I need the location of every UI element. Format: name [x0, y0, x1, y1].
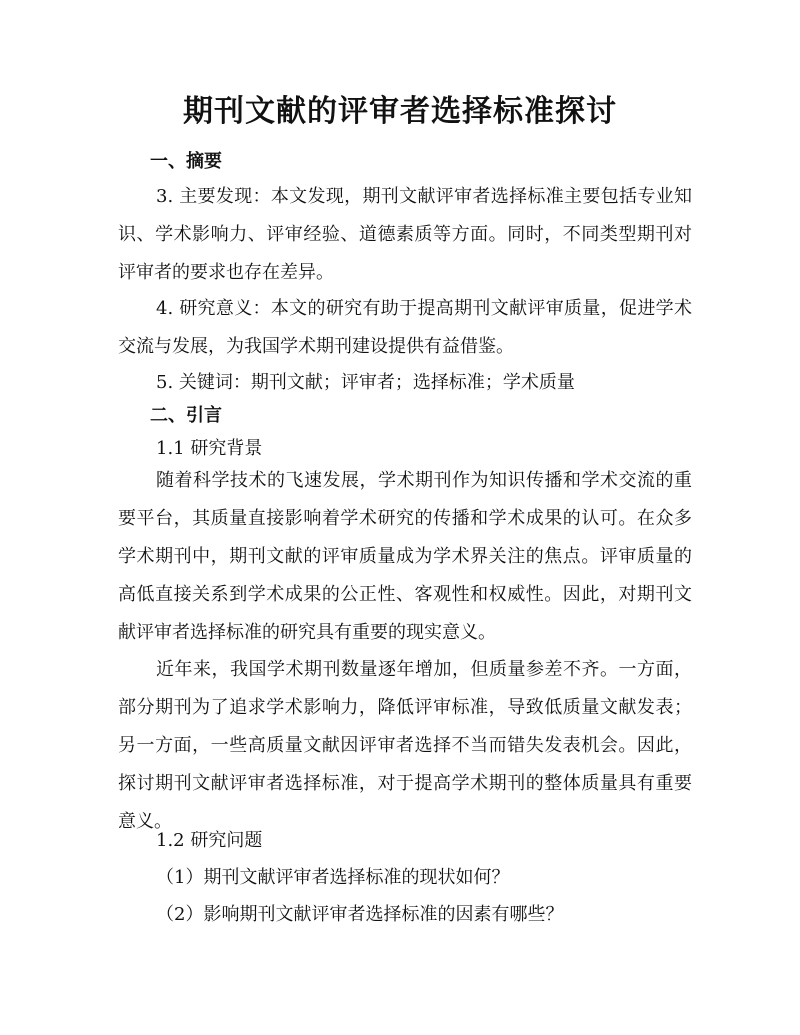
- abstract-heading: 一、摘要: [150, 151, 222, 172]
- research-question-1: （1）期刊文献评审者选择标准的现状如何？: [156, 867, 510, 888]
- intro-heading: 二、引言: [150, 405, 222, 426]
- subsection-1-2: 1.2 研究问题: [156, 830, 263, 851]
- abstract-paragraph-3: 3. 主要发现：本文发现，期刊文献评审者选择标准主要包括专业知识、学术影响力、评审经验、道德素质等方面。同时，不同类型期刊对评审者的要求也存在差异。: [118, 186, 692, 283]
- intro-paragraph-2: 近年来，我国学术期刊数量逐年增加，但质量参差不齐。一方面，部分期刊为了追求学术影响力，降低评审标准，导致低质量文献发表；另一方面，一些高质量文献因评审者选择不当而错失发表机会。因此，探讨期刊文献评审者选择标准，对于提高学术期刊的整体质量具有重要意义。: [118, 659, 692, 832]
- abstract-keywords: 5. 关键词：期刊文献；评审者；选择标准；学术质量: [156, 372, 575, 393]
- intro-paragraph-1: 随着科学技术的飞速发展，学术期刊作为知识传播和学术交流的重要平台，其质量直接影响着学术研究的传播和学术成果的认可。在众多学术期刊中，期刊文献的评审质量成为学术界关注的焦点。评审质量的高低直接关系到学术成果的公正性、客观性和权威性。因此，对期刊文献评审者选择标准的研究具有重要的现实意义。: [118, 470, 692, 643]
- abstract-paragraph-4: 4. 研究意义：本文的研究有助于提高期刊文献评审质量，促进学术交流与发展，为我国学术期刊建设提供有益借鉴。: [118, 298, 692, 357]
- document-title: 期刊文献的评审者选择标准探讨: [183, 94, 617, 129]
- subsection-1-1: 1.1 研究背景: [156, 438, 263, 459]
- research-question-2: （2）影响期刊文献评审者选择标准的因素有哪些？: [156, 904, 564, 925]
